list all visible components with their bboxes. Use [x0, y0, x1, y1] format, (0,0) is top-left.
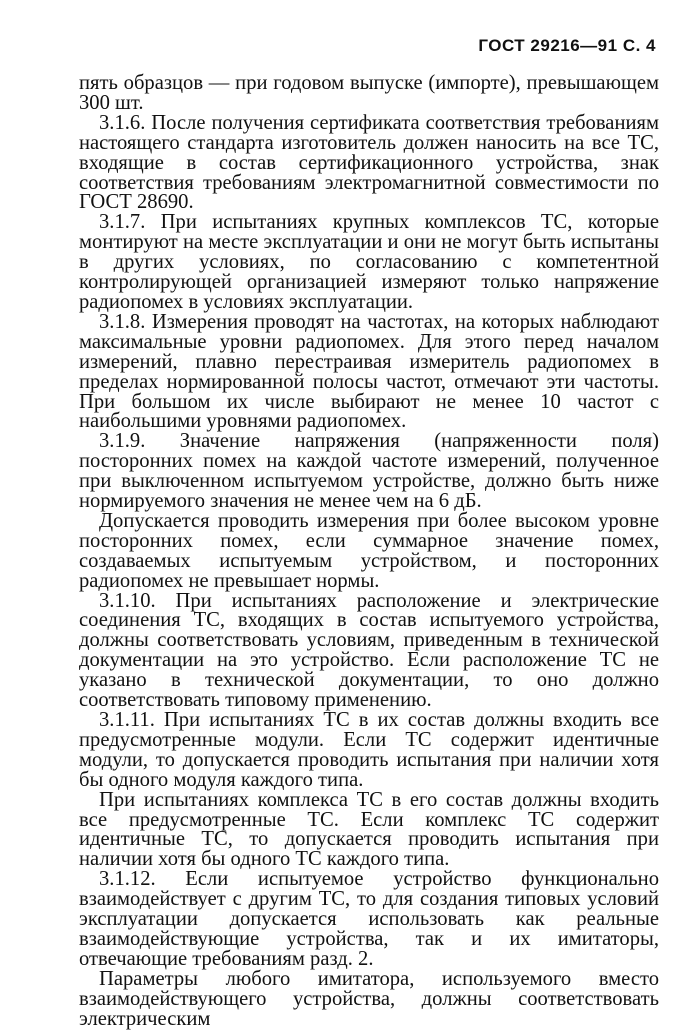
page-header: ГОСТ 29216—91 С. 4	[478, 36, 656, 55]
paragraph-3-1-7: 3.1.7. При испытаниях крупных комплексов ТС, которые монтируют на месте эксплуатации и они не могут быть испытаны в других условиях, по согласованию с компетентной контролирующей организацией измеряют только напряжение радиопомех в условиях эксплуатации.	[79, 211, 659, 313]
paragraph-3-1-9: 3.1.9. Значение напряжения (напряженности поля) посторонних помех на каждой частоте измерений, полученное при выключенном испытуемом устройстве, должно быть ниже нормируемого значения не менее чем на 6 дБ.	[79, 430, 659, 513]
paragraph-3-1-8: 3.1.8. Измерения проводят на частотах, на которых наблюдают максимальные уровни радиопомех. Для этого перед началом измерений, плавно перестраивая измеритель радиопомех в пределах нормированной полосы частот, отмечают эти частоты. При большом их числе выбирают не менее 10 частот с наибольшими уровнями радиопомех.	[79, 310, 659, 433]
paragraph: Параметры любого имитатора, используемого вместо взаимодействующего устройства, должны соответствовать электрическим	[79, 967, 659, 1030]
paragraph-3-1-12: 3.1.12. Если испытуемое устройство функционально взаимодействует с другим ТС, то для создания типовых условий эксплуатации допускается использовать как реальные взаимодействующие устройства, так и их имитаторы, отвечающие требованиям разд. 2.	[79, 868, 659, 970]
paragraph-3-1-6: 3.1.6. После получения сертификата соответствия требованиям настоящего стандарта изготовитель должен наносить на все ТС, входящие в состав сертификационного устройства, знак соответствия требованиям электромагнитной совместимости по ГОСТ 28690.	[79, 111, 659, 214]
paragraph: Допускается проводить измерения при более высоком уровне посторонних помех, если суммарное значение помех, создаваемых испытуемым устройством, и посторонних радиопомех не превышает нормы.	[79, 509, 659, 592]
paragraph: пять образцов — при годовом выпуске (импорте), превышающем 300 шт.	[79, 72, 659, 114]
paragraph-3-1-10: 3.1.10. При испытаниях расположение и электрические соединения ТС, входящих в состав испытуемого устройства, должны соответствовать условиям, приведенным в технической документации на это устройство. Если расположение ТС не указано в технической документации, то оно должно соответствовать типовому применению.	[79, 589, 659, 712]
paragraph: При испытаниях комплекса ТС в его состав должны входить все предусмотренные ТС. Если комплекс ТС содержит идентичные ТС, то допускается проводить испытания при наличии хотя бы одного ТС каждого типа.	[79, 788, 659, 871]
document-body	[79, 74, 659, 1030]
paragraph-3-1-11: 3.1.11. При испытаниях ТС в их состав должны входить все предусмотренные модули. Если ТС содержит идентичные модули, то допускается проводить испытания при наличии хотя бы одного модуля каждого типа.	[79, 709, 659, 791]
